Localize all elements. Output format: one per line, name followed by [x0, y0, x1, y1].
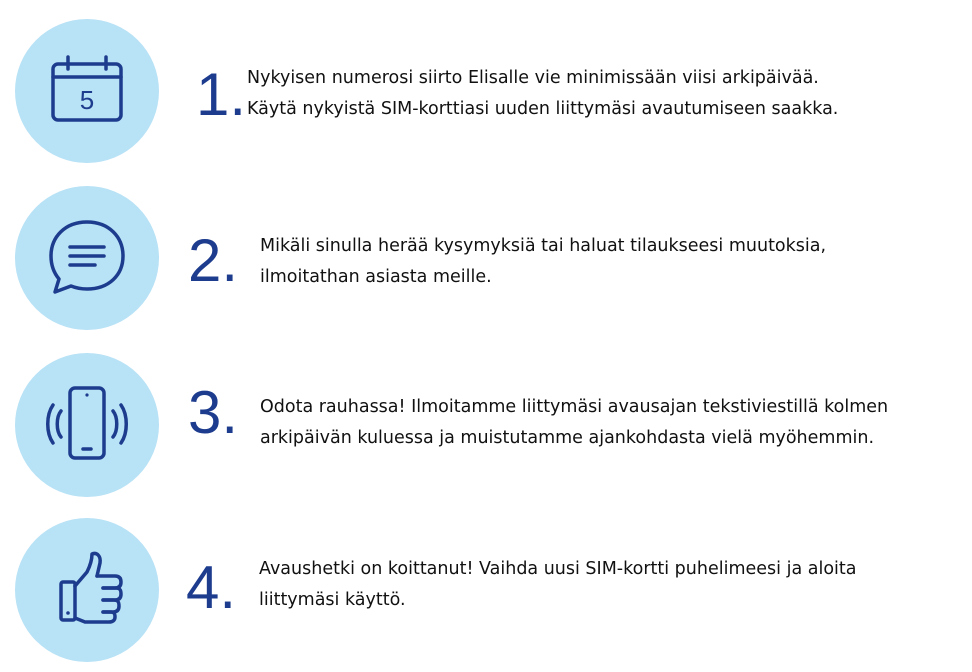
- step-1: [0, 19, 972, 169]
- step-4-line-1: Avaushetki on koittanut! Vaihda uusi SIM-kortti puhelimeesi ja aloita: [259, 559, 857, 579]
- step-1-text: [247, 63, 838, 125]
- step-2-line-1: Mikäli sinulla herää kysymyksiä tai haluat tilaukseesi muutoksia,: [260, 236, 827, 256]
- vibrating-phone-icon: [15, 353, 159, 497]
- step-3: [0, 353, 972, 503]
- step-2: [0, 186, 972, 336]
- step-4: [0, 518, 972, 668]
- chat-bubble-icon: [15, 186, 159, 330]
- step-2-text: [260, 231, 826, 293]
- step-1-line-1: Nykyisen numerosi siirto Elisalle vie minimissään viisi arkipäivää.: [247, 68, 819, 88]
- step-3-text: [260, 392, 888, 454]
- thumbs-up-icon: [15, 518, 159, 662]
- calendar-icon: [15, 19, 159, 163]
- step-1-number: 1.: [196, 61, 247, 128]
- step-2-number: 2.: [188, 227, 239, 294]
- step-3-line-2: arkipäivän kuluessa ja muistutamme ajankohdasta vielä myöhemmin.: [260, 428, 875, 448]
- step-4-icon-circle: [15, 518, 159, 662]
- calendar-day: 5: [79, 85, 95, 115]
- step-4-text: [259, 554, 856, 616]
- step-3-icon-circle: [15, 353, 159, 497]
- step-2-line-2: ilmoitathan asiasta meille.: [260, 267, 492, 287]
- step-3-number: 3.: [188, 379, 239, 446]
- step-2-icon-circle: [15, 186, 159, 330]
- step-1-icon-circle: [15, 19, 159, 163]
- step-4-number: 4.: [186, 554, 237, 621]
- step-1-line-2: Käytä nykyistä SIM-korttiasi uuden liittymäsi avautumiseen saakka.: [247, 99, 839, 119]
- step-4-line-2: liittymäsi käyttö.: [259, 590, 406, 610]
- step-3-line-1: Odota rauhassa! Ilmoitamme liittymäsi avausajan tekstiviestillä kolmen: [260, 397, 889, 417]
